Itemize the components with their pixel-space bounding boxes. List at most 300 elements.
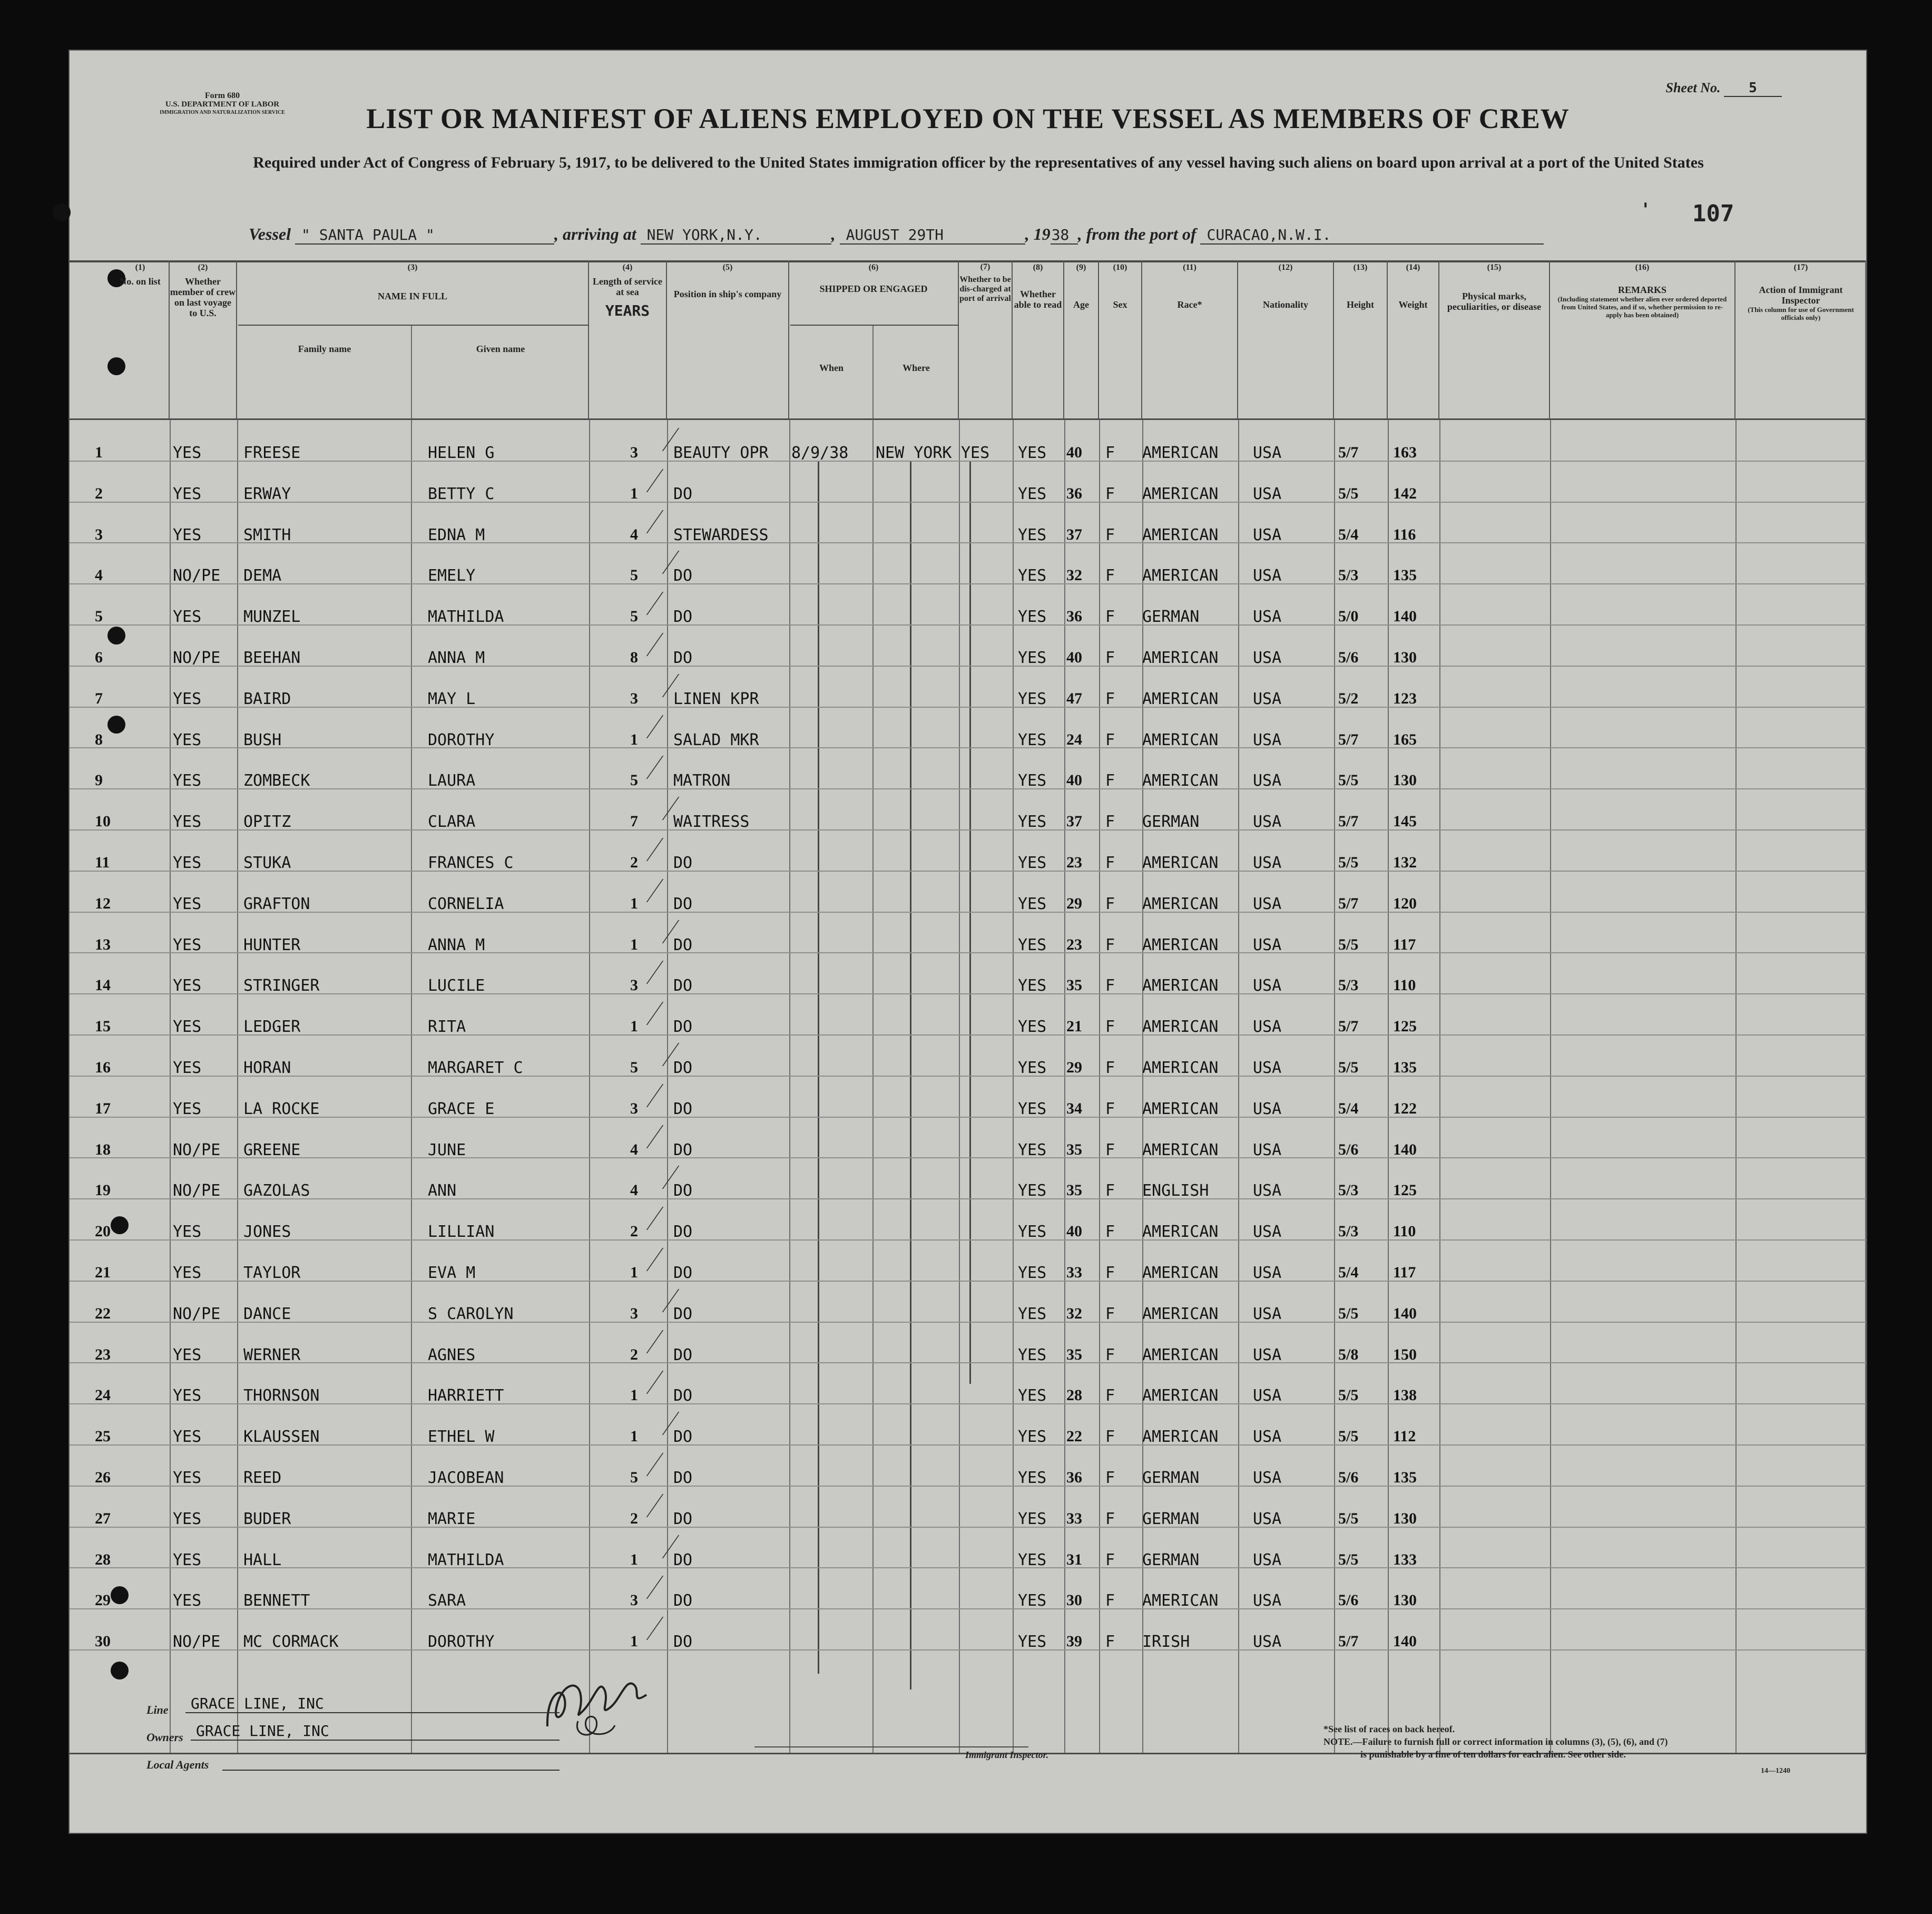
cell-position: DO — [673, 1140, 693, 1159]
cell-sex: F — [1105, 1099, 1115, 1118]
cell-race: AMERICAN — [1142, 567, 1219, 585]
cell-weight: 116 — [1393, 525, 1416, 543]
cell-able-to-read: YES — [1018, 689, 1047, 708]
cell-able-to-read: YES — [1018, 1345, 1047, 1364]
cell-row-number: 22 — [95, 1304, 111, 1322]
cell-given-name: MATHILDA — [428, 1550, 504, 1569]
cell-row-number: 17 — [95, 1099, 111, 1117]
cell-weight: 135 — [1393, 567, 1417, 584]
col-header-given-name: Given name — [476, 344, 525, 354]
cell-race: AMERICAN — [1142, 935, 1219, 954]
cell-race: AMERICAN — [1142, 976, 1219, 995]
checkmark-icon — [615, 1002, 664, 1025]
cell-height: 5/3 — [1338, 567, 1359, 584]
cell-able-to-read: YES — [1018, 1264, 1047, 1282]
cell-race: AMERICAN — [1142, 1345, 1219, 1364]
punch-hole — [53, 203, 71, 221]
cell-race: AMERICAN — [1142, 649, 1219, 667]
line-label: Line — [146, 1703, 169, 1716]
cell-position: DO — [673, 1386, 693, 1405]
cell-weight: 130 — [1393, 772, 1417, 789]
cell-row-number: 25 — [95, 1428, 111, 1446]
cell-years-service: 5 — [630, 1469, 638, 1486]
cell-given-name: GRACE E — [428, 1099, 495, 1118]
cell-position: DO — [673, 1345, 693, 1364]
cell-able-to-read: YES — [1018, 649, 1047, 667]
cell-nationality: USA — [1253, 484, 1282, 503]
cell-row-number: 28 — [95, 1550, 111, 1568]
cell-last-voyage: YES — [173, 1099, 202, 1118]
cell-row-number: 23 — [95, 1345, 111, 1363]
checkmark-icon — [615, 1330, 664, 1353]
table-row — [70, 994, 1866, 1036]
races-note: *See list of races on back hereof. — [1323, 1724, 1455, 1734]
cell-able-to-read: YES — [1018, 567, 1047, 585]
cell-years-service: 1 — [630, 730, 638, 748]
cell-able-to-read: YES — [1018, 1181, 1047, 1200]
checkmark-icon — [615, 1084, 664, 1107]
cell-last-voyage: YES — [173, 525, 202, 544]
cell-family-name: JONES — [243, 1223, 291, 1242]
cell-nationality: USA — [1253, 525, 1282, 544]
cell-position: DO — [673, 1018, 693, 1037]
name-subheader-rule — [238, 325, 589, 326]
cell-age: 30 — [1066, 1591, 1082, 1609]
cell-nationality: USA — [1253, 1633, 1282, 1652]
cell-race: AMERICAN — [1142, 772, 1219, 790]
cell-nationality: USA — [1253, 444, 1282, 462]
cell-position: DO — [673, 854, 693, 872]
table-row — [70, 1077, 1866, 1118]
cell-given-name: SARA — [428, 1591, 466, 1610]
cell-row-number: 15 — [95, 1018, 111, 1036]
cell-position: DO — [673, 894, 693, 913]
cell-race: AMERICAN — [1142, 894, 1219, 913]
col-header-name: (3) NAME IN FULL — [237, 260, 589, 418]
cell-given-name: AGNES — [428, 1345, 476, 1364]
cell-row-number: 6 — [95, 649, 103, 666]
cell-race: AMERICAN — [1142, 1591, 1219, 1610]
cell-sex: F — [1105, 649, 1115, 667]
sheet-number-value: 5 — [1724, 80, 1782, 97]
col-header-family-name: Family name — [298, 344, 351, 354]
cell-height: 5/2 — [1338, 689, 1359, 707]
page-title: LIST OR MANIFEST OF ALIENS EMPLOYED ON THE VESSEL AS MEMBERS OF CREW — [366, 103, 1570, 134]
cell-given-name: MARGARET C — [428, 1059, 523, 1077]
cell-race: IRISH — [1142, 1633, 1190, 1652]
cell-given-name: JACOBEAN — [428, 1469, 504, 1487]
cell-able-to-read: YES — [1018, 1386, 1047, 1405]
cell-position: DO — [673, 1550, 693, 1569]
cell-race: AMERICAN — [1142, 1264, 1219, 1282]
arrival-year: 38 — [1051, 226, 1078, 245]
cell-position: DO — [673, 1509, 693, 1528]
cell-height: 5/6 — [1338, 1469, 1359, 1486]
cell-position: STEWARDESS — [673, 525, 769, 544]
cell-family-name: BENNETT — [243, 1591, 310, 1610]
cell-years-service: 4 — [630, 525, 638, 543]
checkmark-icon — [615, 1453, 664, 1476]
checkmark-icon — [615, 510, 664, 533]
cell-able-to-read: YES — [1018, 854, 1047, 872]
cell-family-name: LEDGER — [243, 1018, 301, 1037]
cell-height: 5/3 — [1338, 1181, 1359, 1199]
cell-age: 32 — [1066, 1304, 1082, 1322]
cell-row-number: 13 — [95, 935, 111, 953]
cell-race: AMERICAN — [1142, 1223, 1219, 1242]
sheet-number-label: Sheet No. — [1665, 80, 1721, 95]
cell-years-service: 3 — [630, 976, 638, 994]
cell-weight: 125 — [1393, 1181, 1417, 1199]
cell-sex: F — [1105, 772, 1115, 790]
cell-race: AMERICAN — [1142, 689, 1219, 708]
cell-height: 5/7 — [1338, 1018, 1359, 1036]
table-row — [70, 1323, 1866, 1364]
cell-shipped-when: 8/9/38 — [791, 444, 849, 462]
cell-family-name: OPITZ — [243, 813, 291, 832]
cell-race: AMERICAN — [1142, 1386, 1219, 1405]
table-row — [70, 1404, 1866, 1446]
cell-able-to-read: YES — [1018, 730, 1047, 749]
cell-nationality: USA — [1253, 1223, 1282, 1242]
checkmark-icon — [615, 1576, 664, 1599]
cell-years-service: 4 — [630, 1140, 638, 1158]
cell-last-voyage: YES — [173, 730, 202, 749]
cell-last-voyage: YES — [173, 1550, 202, 1569]
cell-position: DO — [673, 1059, 693, 1077]
col-header-height: (13) Height — [1334, 260, 1388, 418]
cell-weight: 140 — [1393, 608, 1417, 626]
col-header-race: (11) Race* — [1142, 260, 1238, 418]
col-header-sex: (10) Sex — [1099, 260, 1142, 418]
cell-weight: 133 — [1393, 1550, 1417, 1568]
cell-height: 5/5 — [1338, 484, 1359, 502]
cell-family-name: GRAFTON — [243, 894, 310, 913]
cell-family-name: ZOMBECK — [243, 772, 310, 790]
cell-sex: F — [1105, 525, 1115, 544]
cell-given-name: ANNA M — [428, 649, 485, 667]
cell-position: DO — [673, 1223, 693, 1242]
cell-able-to-read: YES — [1018, 1140, 1047, 1159]
table-row — [70, 1282, 1866, 1323]
cell-sex: F — [1105, 1264, 1115, 1282]
cell-weight: 163 — [1393, 444, 1417, 461]
checkmark-icon — [615, 838, 664, 861]
cell-age: 23 — [1066, 854, 1082, 871]
cell-height: 5/5 — [1338, 1509, 1359, 1527]
cell-sex: F — [1105, 1591, 1115, 1610]
cell-sex: F — [1105, 1304, 1115, 1323]
cell-age: 35 — [1066, 1140, 1082, 1158]
cell-years-service: 1 — [630, 484, 638, 502]
cell-sex: F — [1105, 1633, 1115, 1652]
local-agents-label: Local Agents — [146, 1758, 209, 1771]
cell-nationality: USA — [1253, 976, 1282, 995]
checkmark-icon — [631, 1043, 680, 1066]
cell-race: AMERICAN — [1142, 1018, 1219, 1037]
cell-given-name: HARRIETT — [428, 1386, 504, 1405]
cell-sex: F — [1105, 689, 1115, 708]
cell-nationality: USA — [1253, 1509, 1282, 1528]
cell-nationality: USA — [1253, 567, 1282, 585]
cell-years-service: 5 — [630, 1059, 638, 1076]
cell-given-name: ETHEL W — [428, 1428, 495, 1447]
cell-position: DO — [673, 1304, 693, 1323]
cell-last-voyage: YES — [173, 1018, 202, 1037]
cell-family-name: BEEHAN — [243, 649, 301, 667]
cell-able-to-read: YES — [1018, 1469, 1047, 1487]
cell-family-name: FREESE — [243, 444, 301, 462]
table-row — [70, 789, 1866, 831]
col-header-when: When — [819, 363, 844, 373]
cell-weight: 123 — [1393, 689, 1417, 707]
cell-height: 5/5 — [1338, 854, 1359, 871]
cell-row-number: 16 — [95, 1059, 111, 1076]
cell-last-voyage: YES — [173, 1264, 202, 1282]
cell-given-name: JUNE — [428, 1140, 466, 1159]
cell-age: 35 — [1066, 976, 1082, 994]
col-header-remarks: (16) REMARKS (Including statement whether alien ever ordered deported from United States, and if so, whether permission to re-apply has been obtained) — [1550, 260, 1735, 418]
checkmark-icon — [615, 879, 664, 902]
cell-nationality: USA — [1253, 1550, 1282, 1569]
cell-given-name: DOROTHY — [428, 1633, 495, 1652]
cell-age: 31 — [1066, 1550, 1082, 1568]
cell-last-voyage: NO/PE — [173, 1304, 221, 1323]
cell-height: 5/4 — [1338, 1264, 1359, 1281]
cell-age: 28 — [1066, 1386, 1082, 1404]
col-header-no: (1) No. on list — [70, 260, 170, 418]
cell-shipped-where: NEW YORK — [876, 444, 952, 462]
cell-position: DO — [673, 1264, 693, 1282]
cell-row-number: 26 — [95, 1469, 111, 1486]
cell-able-to-read: YES — [1018, 484, 1047, 503]
cell-position: WAITRESS — [673, 813, 750, 832]
cell-nationality: USA — [1253, 1264, 1282, 1282]
cell-given-name: ANNA M — [428, 935, 485, 954]
cell-sex: F — [1105, 730, 1115, 749]
cell-row-number: 24 — [95, 1386, 111, 1404]
cell-able-to-read: YES — [1018, 772, 1047, 790]
cell-family-name: BAIRD — [243, 689, 291, 708]
cell-weight: 120 — [1393, 894, 1417, 912]
cell-last-voyage: YES — [173, 813, 202, 832]
cell-years-service: 1 — [630, 935, 638, 953]
cell-sex: F — [1105, 1059, 1115, 1077]
cell-age: 34 — [1066, 1099, 1082, 1117]
cell-discharged: YES — [961, 444, 990, 462]
cell-nationality: USA — [1253, 1345, 1282, 1364]
cell-given-name: EVA M — [428, 1264, 476, 1282]
cell-nationality: USA — [1253, 1140, 1282, 1159]
penalty-note: NOTE.—Failure to furnish full or correct information in columns (3), (5), (6), and (7) — [1323, 1736, 1668, 1747]
cell-able-to-read: YES — [1018, 1550, 1047, 1569]
vessel-label: Vessel — [249, 224, 291, 243]
cell-height: 5/5 — [1338, 1428, 1359, 1446]
cell-last-voyage: YES — [173, 1509, 202, 1528]
cell-weight: 145 — [1393, 813, 1417, 831]
cell-weight: 165 — [1393, 730, 1417, 748]
cell-able-to-read: YES — [1018, 1018, 1047, 1037]
cell-race: AMERICAN — [1142, 1099, 1219, 1118]
cell-position: MATRON — [673, 772, 731, 790]
cell-weight: 138 — [1393, 1386, 1417, 1404]
cell-weight: 135 — [1393, 1469, 1417, 1486]
arrival-date: AUGUST 29TH — [840, 226, 1025, 245]
cell-height: 5/7 — [1338, 813, 1359, 831]
cell-last-voyage: YES — [173, 772, 202, 790]
cell-row-number: 12 — [95, 894, 111, 912]
cell-race: AMERICAN — [1142, 1428, 1219, 1447]
cell-race: GERMAN — [1142, 608, 1200, 627]
cell-sex: F — [1105, 1509, 1115, 1528]
cell-sex: F — [1105, 813, 1115, 832]
table-row — [70, 1609, 1866, 1651]
cell-weight: 110 — [1393, 1223, 1416, 1241]
cell-race: AMERICAN — [1142, 854, 1219, 872]
cell-given-name: S CAROLYN — [428, 1304, 514, 1323]
cell-last-voyage: YES — [173, 935, 202, 954]
cell-family-name: HUNTER — [243, 935, 301, 954]
year-prefix: 19 — [1033, 224, 1051, 243]
immigrant-inspector-label: Immigrant Inspector. — [965, 1750, 1049, 1760]
cell-age: 37 — [1066, 813, 1082, 831]
cell-height: 5/7 — [1338, 1633, 1359, 1651]
cell-years-service: 1 — [630, 1386, 638, 1404]
cell-family-name: DEMA — [243, 567, 282, 585]
cell-row-number: 19 — [95, 1181, 111, 1199]
cell-able-to-read: YES — [1018, 894, 1047, 913]
cell-height: 5/5 — [1338, 1304, 1359, 1322]
table-row — [70, 626, 1866, 667]
cell-last-voyage: NO/PE — [173, 649, 221, 667]
cell-weight: 122 — [1393, 1099, 1417, 1117]
cell-years-service: 1 — [630, 1633, 638, 1651]
cell-sex: F — [1105, 1469, 1115, 1487]
table-row — [70, 1363, 1866, 1404]
cell-position: DO — [673, 484, 693, 503]
cell-nationality: USA — [1253, 730, 1282, 749]
table-row — [70, 1158, 1866, 1199]
cell-weight: 142 — [1393, 484, 1417, 502]
cell-nationality: USA — [1253, 1469, 1282, 1487]
cell-able-to-read: YES — [1018, 608, 1047, 627]
cell-age: 33 — [1066, 1264, 1082, 1281]
checkmark-icon — [631, 1535, 680, 1558]
table-row — [70, 503, 1866, 544]
cell-able-to-read: YES — [1018, 935, 1047, 954]
checkmark-icon — [631, 1412, 680, 1435]
cell-years-service: 1 — [630, 1550, 638, 1568]
cell-last-voyage: NO/PE — [173, 1633, 221, 1652]
cell-race: AMERICAN — [1142, 1140, 1219, 1159]
cell-years-service: 1 — [630, 1264, 638, 1281]
checkmark-icon — [615, 961, 664, 984]
cell-able-to-read: YES — [1018, 1633, 1047, 1652]
table-row — [70, 1568, 1866, 1609]
table-row — [70, 421, 1866, 462]
cell-last-voyage: YES — [173, 444, 202, 462]
col-header-shipped: (6) SHIPPED OR ENGAGED — [789, 260, 959, 418]
cell-race: AMERICAN — [1142, 525, 1219, 544]
cell-row-number: 20 — [95, 1223, 111, 1241]
cell-height: 5/5 — [1338, 772, 1359, 789]
cell-sex: F — [1105, 854, 1115, 872]
cell-years-service: 2 — [630, 854, 638, 871]
checkmark-icon — [615, 1125, 664, 1148]
arriving-label: , arriving at — [554, 224, 636, 243]
cell-race: GERMAN — [1142, 813, 1200, 832]
cell-weight: 140 — [1393, 1140, 1417, 1158]
cell-race: AMERICAN — [1142, 1304, 1219, 1323]
cell-sex: F — [1105, 484, 1115, 503]
cell-height: 5/6 — [1338, 1140, 1359, 1158]
col-header-weight: (14) Weight — [1388, 260, 1439, 418]
cell-age: 33 — [1066, 1509, 1082, 1527]
cell-years-service: 1 — [630, 1018, 638, 1036]
cell-family-name: HORAN — [243, 1059, 291, 1077]
cell-given-name: MATHILDA — [428, 608, 504, 627]
cell-race: ENGLISH — [1142, 1181, 1209, 1200]
checkmark-icon — [615, 756, 664, 779]
col-header-years: (4) Length of service at sea YEARS — [589, 260, 667, 418]
table-row — [70, 872, 1866, 913]
cell-given-name: CORNELIA — [428, 894, 504, 913]
col-header-nationality: (12) Nationality — [1238, 260, 1334, 418]
table-row — [70, 584, 1866, 626]
cell-row-number: 14 — [95, 976, 111, 994]
cell-row-number: 4 — [95, 567, 103, 584]
cell-height: 5/5 — [1338, 935, 1359, 953]
cell-weight: 110 — [1393, 976, 1416, 994]
checkmark-icon — [615, 469, 664, 492]
cell-nationality: USA — [1253, 649, 1282, 667]
cell-given-name: EDNA M — [428, 525, 485, 544]
cell-last-voyage: NO/PE — [173, 1181, 221, 1200]
cell-years-service: 3 — [630, 444, 638, 461]
cell-years-service: 2 — [630, 1223, 638, 1241]
cell-weight: 112 — [1393, 1428, 1416, 1446]
cell-age: 40 — [1066, 444, 1082, 461]
checkmark-icon — [615, 1248, 664, 1271]
cell-sex: F — [1105, 1550, 1115, 1569]
cell-able-to-read: YES — [1018, 525, 1047, 544]
table-row — [70, 1118, 1866, 1159]
cell-row-number: 9 — [95, 772, 103, 789]
cell-sex: F — [1105, 1345, 1115, 1364]
cell-weight: 140 — [1393, 1633, 1417, 1651]
cell-row-number: 27 — [95, 1509, 111, 1527]
checkmark-icon — [615, 1371, 664, 1394]
checkmark-icon — [631, 674, 680, 697]
cell-nationality: USA — [1253, 1591, 1282, 1610]
cell-able-to-read: YES — [1018, 976, 1047, 995]
checkmark-icon — [631, 551, 680, 574]
cell-height: 5/8 — [1338, 1345, 1359, 1363]
cell-family-name: BUDER — [243, 1509, 291, 1528]
cell-last-voyage: NO/PE — [173, 567, 221, 585]
cell-position: LINEN KPR — [673, 689, 759, 708]
cell-race: AMERICAN — [1142, 444, 1219, 462]
cell-row-number: 5 — [95, 608, 103, 626]
cell-sex: F — [1105, 976, 1115, 995]
table-row — [70, 913, 1866, 954]
cell-age: 40 — [1066, 1223, 1082, 1241]
col-header-last-voyage: (2) Whether member of crew on last voyage to U.S. — [170, 260, 237, 418]
cell-last-voyage: YES — [173, 1469, 202, 1487]
cell-years-service: 4 — [630, 1181, 638, 1199]
cell-years-service: 5 — [630, 567, 638, 584]
cell-position: DO — [673, 1591, 693, 1610]
